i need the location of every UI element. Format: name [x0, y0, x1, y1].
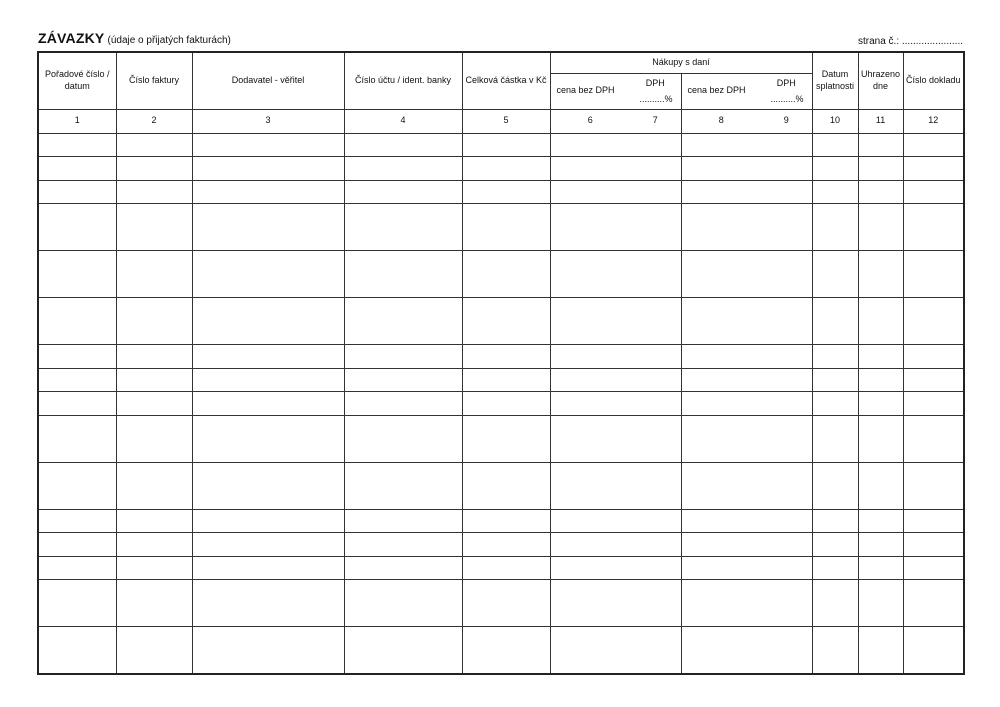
ledger-cell-col-11[interactable] — [858, 298, 903, 345]
ledger-row — [38, 345, 964, 369]
ledger-row — [38, 133, 964, 157]
header-due-date: Datum splatnosti — [812, 52, 858, 109]
ledger-cell-col-4[interactable] — [344, 157, 462, 181]
ledger-cell-col-7[interactable] — [630, 533, 681, 557]
ledger-body — [38, 133, 964, 674]
ledger-cell-col-5[interactable] — [462, 251, 550, 298]
ledger-cell-col-7[interactable] — [630, 392, 681, 416]
ledger-cell-col-7[interactable] — [630, 556, 681, 580]
ledger-cell-col-6[interactable] — [550, 509, 630, 533]
ledger-cell-col-9[interactable] — [761, 415, 812, 462]
ledger-cell-col-12[interactable] — [903, 627, 964, 674]
ledger-cell-col-10[interactable] — [812, 180, 858, 204]
ledger-cell-col-1[interactable] — [38, 462, 116, 509]
document-heading — [38, 30, 231, 48]
ledger-cell-col-8[interactable] — [681, 298, 761, 345]
column-number-3: 3 — [192, 109, 344, 133]
ledger-cell-col-7[interactable] — [630, 462, 681, 509]
ledger-cell-col-2[interactable] — [116, 509, 192, 533]
ledger-row — [38, 580, 964, 627]
ledger-cell-col-2[interactable] — [116, 556, 192, 580]
ledger-cell-col-11[interactable] — [858, 180, 903, 204]
ledger-cell-col-7[interactable] — [630, 580, 681, 627]
ledger-cell-col-8[interactable] — [681, 345, 761, 369]
ledger-cell-col-10[interactable] — [812, 462, 858, 509]
ledger-cell-col-12[interactable] — [903, 157, 964, 181]
ledger-cell-col-5[interactable] — [462, 157, 550, 181]
ledger-cell-col-5[interactable] — [462, 627, 550, 674]
ledger-cell-col-10[interactable] — [812, 509, 858, 533]
ledger-cell-col-3[interactable] — [192, 345, 344, 369]
ledger-row — [38, 392, 964, 416]
ledger-cell-col-1[interactable] — [38, 345, 116, 369]
ledger-cell-col-8[interactable] — [681, 509, 761, 533]
liabilities-table — [37, 51, 965, 675]
header-vat-2-label: DPH — [776, 77, 796, 88]
column-number-7: 7 — [630, 109, 681, 133]
ledger-cell-col-11[interactable] — [858, 533, 903, 557]
ledger-cell-col-12[interactable] — [903, 462, 964, 509]
ledger-cell-col-12[interactable] — [903, 415, 964, 462]
ledger-cell-col-9[interactable] — [761, 533, 812, 557]
ledger-cell-col-3[interactable] — [192, 368, 344, 392]
ledger-cell-col-1[interactable] — [38, 251, 116, 298]
ledger-cell-col-5[interactable] — [462, 298, 550, 345]
ledger-cell-col-9[interactable] — [761, 157, 812, 181]
ledger-cell-col-7[interactable] — [630, 298, 681, 345]
ledger-cell-col-4[interactable] — [344, 556, 462, 580]
ledger-cell-col-9[interactable] — [761, 204, 812, 251]
ledger-cell-col-12[interactable] — [903, 533, 964, 557]
ledger-cell-col-10[interactable] — [812, 415, 858, 462]
ledger-cell-col-9[interactable] — [761, 627, 812, 674]
header-purchases-with-tax: Nákupy s daní — [550, 52, 812, 73]
ledger-cell-col-1[interactable] — [38, 180, 116, 204]
ledger-cell-col-8[interactable] — [681, 556, 761, 580]
header-vat-1-label: DPH — [645, 77, 665, 88]
ledger-cell-col-3[interactable] — [192, 251, 344, 298]
ledger-cell-col-10[interactable] — [812, 157, 858, 181]
ledger-row — [38, 533, 964, 557]
ledger-cell-col-6[interactable] — [550, 580, 630, 627]
ledger-cell-col-11[interactable] — [858, 251, 903, 298]
ledger-row — [38, 509, 964, 533]
header-vat-1 — [630, 73, 681, 109]
ledger-cell-col-10[interactable] — [812, 627, 858, 674]
ledger-row — [38, 368, 964, 392]
ledger-cell-col-12[interactable] — [903, 556, 964, 580]
ledger-cell-col-6[interactable] — [550, 415, 630, 462]
ledger-cell-col-1[interactable] — [38, 368, 116, 392]
ledger-cell-col-11[interactable] — [858, 627, 903, 674]
ledger-row — [38, 627, 964, 674]
ledger-cell-col-2[interactable] — [116, 133, 192, 157]
ledger-cell-col-7[interactable] — [630, 157, 681, 181]
ledger-cell-col-8[interactable] — [681, 180, 761, 204]
header-supplier: Dodavatel - věřitel — [192, 52, 344, 109]
ledger-cell-col-12[interactable] — [903, 204, 964, 251]
ledger-cell-col-11[interactable] — [858, 392, 903, 416]
ledger-cell-col-8[interactable] — [681, 627, 761, 674]
ledger-row — [38, 556, 964, 580]
ledger-cell-col-12[interactable] — [903, 392, 964, 416]
ledger-cell-col-1[interactable] — [38, 556, 116, 580]
ledger-cell-col-9[interactable] — [761, 298, 812, 345]
header-paid-date: Uhrazeno dne — [858, 52, 903, 109]
ledger-cell-col-5[interactable] — [462, 415, 550, 462]
ledger-cell-col-1[interactable] — [38, 392, 116, 416]
ledger-cell-col-1[interactable] — [38, 533, 116, 557]
ledger-cell-col-7[interactable] — [630, 133, 681, 157]
ledger-cell-col-4[interactable] — [344, 533, 462, 557]
ledger-cell-col-12[interactable] — [903, 580, 964, 627]
ledger-cell-col-6[interactable] — [550, 556, 630, 580]
ledger-cell-col-4[interactable] — [344, 627, 462, 674]
ledger-cell-col-11[interactable] — [858, 415, 903, 462]
ledger-cell-col-7[interactable] — [630, 509, 681, 533]
column-number-6: 6 — [550, 109, 630, 133]
ledger-cell-col-3[interactable] — [192, 133, 344, 157]
ledger-cell-col-6[interactable] — [550, 627, 630, 674]
ledger-cell-col-7[interactable] — [630, 345, 681, 369]
ledger-cell-col-9[interactable] — [761, 368, 812, 392]
ledger-cell-col-6[interactable] — [550, 180, 630, 204]
ledger-row — [38, 415, 964, 462]
header-price-excl-vat-1: cena bez DPH — [550, 73, 630, 109]
ledger-cell-col-4[interactable] — [344, 204, 462, 251]
ledger-row — [38, 157, 964, 181]
ledger-cell-col-8[interactable] — [681, 204, 761, 251]
ledger-cell-col-2[interactable] — [116, 251, 192, 298]
ledger-cell-col-2[interactable] — [116, 627, 192, 674]
ledger-cell-col-5[interactable] — [462, 180, 550, 204]
ledger-cell-col-12[interactable] — [903, 180, 964, 204]
ledger-cell-col-8[interactable] — [681, 533, 761, 557]
ledger-cell-col-8[interactable] — [681, 462, 761, 509]
ledger-cell-col-9[interactable] — [761, 580, 812, 627]
ledger-cell-col-5[interactable] — [462, 533, 550, 557]
header-invoice-number: Číslo faktury — [116, 52, 192, 109]
ledger-cell-col-3[interactable] — [192, 180, 344, 204]
ledger-cell-col-6[interactable] — [550, 345, 630, 369]
ledger-cell-col-9[interactable] — [761, 133, 812, 157]
ledger-cell-col-2[interactable] — [116, 204, 192, 251]
ledger-cell-col-4[interactable] — [344, 580, 462, 627]
ledger-cell-col-4[interactable] — [344, 251, 462, 298]
ledger-cell-col-6[interactable] — [550, 462, 630, 509]
ledger-cell-col-10[interactable] — [812, 345, 858, 369]
ledger-cell-col-2[interactable] — [116, 462, 192, 509]
ledger-cell-col-10[interactable] — [812, 133, 858, 157]
ledger-cell-col-10[interactable] — [812, 251, 858, 298]
ledger-cell-col-10[interactable] — [812, 556, 858, 580]
header-price-excl-vat-2: cena bez DPH — [681, 73, 761, 109]
ledger-cell-col-5[interactable] — [462, 392, 550, 416]
ledger-row — [38, 180, 964, 204]
ledger-cell-col-2[interactable] — [116, 580, 192, 627]
ledger-cell-col-5[interactable] — [462, 133, 550, 157]
ledger-cell-col-9[interactable] — [761, 509, 812, 533]
ledger-cell-col-4[interactable] — [344, 345, 462, 369]
ledger-cell-col-1[interactable] — [38, 627, 116, 674]
ledger-cell-col-1[interactable] — [38, 415, 116, 462]
ledger-cell-col-3[interactable] — [192, 298, 344, 345]
ledger-cell-col-6[interactable] — [550, 157, 630, 181]
ledger-cell-col-2[interactable] — [116, 415, 192, 462]
ledger-cell-col-10[interactable] — [812, 368, 858, 392]
page-number-field: strana č.: ...................... — [857, 36, 963, 47]
ledger-cell-col-10[interactable] — [812, 298, 858, 345]
ledger-cell-col-8[interactable] — [681, 133, 761, 157]
ledger-cell-col-5[interactable] — [462, 580, 550, 627]
header-vat-1-rate: ..........% — [639, 94, 673, 105]
column-number-2: 2 — [116, 109, 192, 133]
ledger-cell-col-3[interactable] — [192, 392, 344, 416]
ledger-cell-col-9[interactable] — [761, 180, 812, 204]
ledger-cell-col-3[interactable] — [192, 533, 344, 557]
ledger-cell-col-4[interactable] — [344, 415, 462, 462]
ledger-cell-col-2[interactable] — [116, 298, 192, 345]
ledger-cell-col-11[interactable] — [858, 204, 903, 251]
header-document-number: Číslo dokladu — [903, 52, 964, 109]
ledger-cell-col-7[interactable] — [630, 627, 681, 674]
ledger-cell-col-6[interactable] — [550, 133, 630, 157]
ledger-cell-col-4[interactable] — [344, 368, 462, 392]
ledger-cell-col-2[interactable] — [116, 392, 192, 416]
ledger-cell-col-7[interactable] — [630, 251, 681, 298]
ledger-cell-col-10[interactable] — [812, 204, 858, 251]
ledger-cell-col-8[interactable] — [681, 368, 761, 392]
ledger-cell-col-3[interactable] — [192, 157, 344, 181]
ledger-cell-col-4[interactable] — [344, 392, 462, 416]
header-serial-number: Pořadové číslo / datum — [38, 52, 116, 109]
ledger-cell-col-1[interactable] — [38, 509, 116, 533]
column-number-1: 1 — [38, 109, 116, 133]
ledger-cell-col-3[interactable] — [192, 415, 344, 462]
ledger-cell-col-4[interactable] — [344, 133, 462, 157]
ledger-cell-col-9[interactable] — [761, 556, 812, 580]
ledger-cell-col-4[interactable] — [344, 509, 462, 533]
ledger-cell-col-3[interactable] — [192, 462, 344, 509]
ledger-cell-col-5[interactable] — [462, 509, 550, 533]
ledger-cell-col-8[interactable] — [681, 157, 761, 181]
ledger-cell-col-3[interactable] — [192, 556, 344, 580]
ledger-cell-col-11[interactable] — [858, 509, 903, 533]
column-number-4: 4 — [344, 109, 462, 133]
ledger-cell-col-2[interactable] — [116, 180, 192, 204]
ledger-cell-col-3[interactable] — [192, 509, 344, 533]
ledger-cell-col-1[interactable] — [38, 298, 116, 345]
ledger-cell-col-5[interactable] — [462, 556, 550, 580]
ledger-cell-col-7[interactable] — [630, 415, 681, 462]
ledger-cell-col-7[interactable] — [630, 180, 681, 204]
ledger-cell-col-9[interactable] — [761, 392, 812, 416]
ledger-cell-col-5[interactable] — [462, 462, 550, 509]
ledger-cell-col-11[interactable] — [858, 368, 903, 392]
ledger-cell-col-5[interactable] — [462, 345, 550, 369]
ledger-cell-col-8[interactable] — [681, 251, 761, 298]
ledger-cell-col-5[interactable] — [462, 368, 550, 392]
column-number-row — [38, 109, 964, 133]
ledger-row — [38, 204, 964, 251]
ledger-cell-col-12[interactable] — [903, 368, 964, 392]
document-title: ZÁVAZKY — [38, 30, 105, 46]
ledger-row — [38, 251, 964, 298]
column-number-10: 10 — [812, 109, 858, 133]
ledger-cell-col-3[interactable] — [192, 627, 344, 674]
header-vat-2-rate: ..........% — [770, 94, 804, 105]
ledger-row — [38, 462, 964, 509]
ledger-cell-col-11[interactable] — [858, 157, 903, 181]
ledger-cell-col-2[interactable] — [116, 345, 192, 369]
ledger-cell-col-12[interactable] — [903, 345, 964, 369]
ledger-cell-col-1[interactable] — [38, 133, 116, 157]
header-account-number: Číslo účtu / ident. banky — [344, 52, 462, 109]
document-subtitle: (údaje o přijatých fakturách) — [107, 35, 231, 46]
ledger-cell-col-3[interactable] — [192, 204, 344, 251]
ledger-cell-col-3[interactable] — [192, 580, 344, 627]
ledger-cell-col-12[interactable] — [903, 298, 964, 345]
ledger-cell-col-11[interactable] — [858, 580, 903, 627]
ledger-cell-col-9[interactable] — [761, 345, 812, 369]
header-vat-2 — [761, 73, 812, 109]
ledger-cell-col-6[interactable] — [550, 533, 630, 557]
ledger-cell-col-8[interactable] — [681, 392, 761, 416]
column-number-11: 11 — [858, 109, 903, 133]
ledger-cell-col-1[interactable] — [38, 157, 116, 181]
column-number-8: 8 — [681, 109, 761, 133]
ledger-cell-col-8[interactable] — [681, 580, 761, 627]
ledger-cell-col-6[interactable] — [550, 251, 630, 298]
ledger-cell-col-12[interactable] — [903, 133, 964, 157]
ledger-cell-col-8[interactable] — [681, 415, 761, 462]
ledger-cell-col-7[interactable] — [630, 368, 681, 392]
ledger-cell-col-10[interactable] — [812, 580, 858, 627]
ledger-cell-col-6[interactable] — [550, 392, 630, 416]
ledger-cell-col-2[interactable] — [116, 157, 192, 181]
ledger-row — [38, 298, 964, 345]
ledger-cell-col-2[interactable] — [116, 533, 192, 557]
ledger-cell-col-9[interactable] — [761, 462, 812, 509]
column-number-5: 5 — [462, 109, 550, 133]
ledger-cell-col-6[interactable] — [550, 298, 630, 345]
ledger-cell-col-9[interactable] — [761, 251, 812, 298]
ledger-cell-col-12[interactable] — [903, 251, 964, 298]
ledger-cell-col-4[interactable] — [344, 462, 462, 509]
ledger-cell-col-6[interactable] — [550, 204, 630, 251]
ledger-cell-col-1[interactable] — [38, 580, 116, 627]
ledger-cell-col-5[interactable] — [462, 204, 550, 251]
ledger-cell-col-7[interactable] — [630, 204, 681, 251]
ledger-cell-col-4[interactable] — [344, 180, 462, 204]
ledger-cell-col-11[interactable] — [858, 462, 903, 509]
ledger-cell-col-10[interactable] — [812, 392, 858, 416]
ledger-cell-col-4[interactable] — [344, 298, 462, 345]
column-number-12: 12 — [903, 109, 964, 133]
ledger-cell-col-10[interactable] — [812, 533, 858, 557]
ledger-cell-col-6[interactable] — [550, 368, 630, 392]
ledger-cell-col-11[interactable] — [858, 556, 903, 580]
ledger-cell-col-2[interactable] — [116, 368, 192, 392]
column-number-9: 9 — [761, 109, 812, 133]
header-total-amount: Celková částka v Kč — [462, 52, 550, 109]
ledger-cell-col-12[interactable] — [903, 509, 964, 533]
ledger-cell-col-11[interactable] — [858, 133, 903, 157]
ledger-cell-col-1[interactable] — [38, 204, 116, 251]
ledger-cell-col-11[interactable] — [858, 345, 903, 369]
